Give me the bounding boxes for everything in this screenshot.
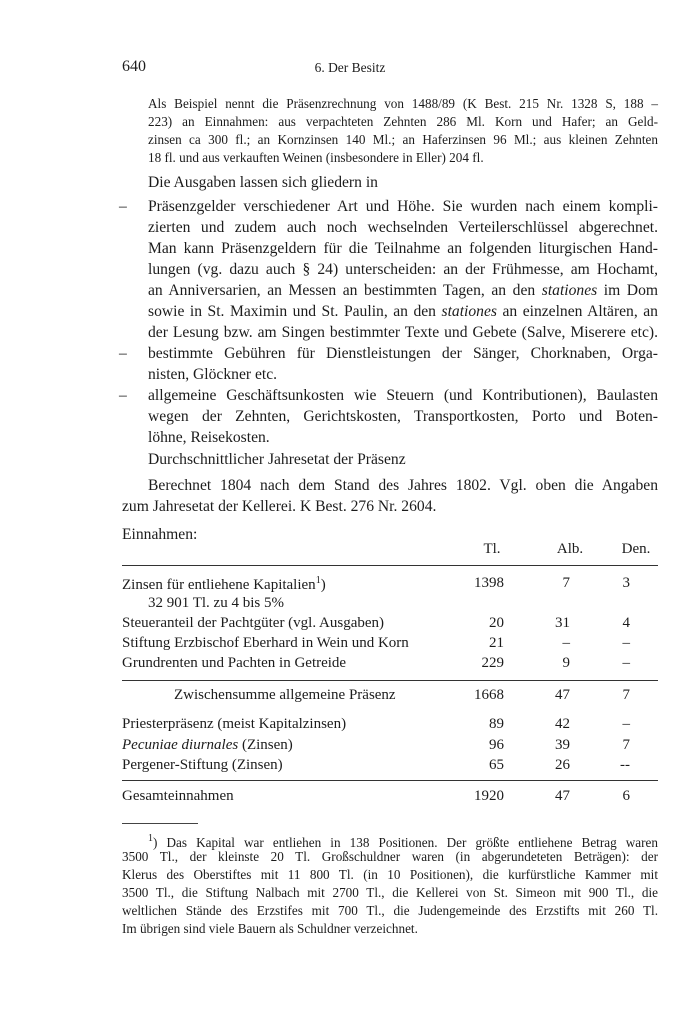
cell-den: – <box>622 635 630 651</box>
cell-tl: 1920 <box>474 788 504 804</box>
bullet-line: wegen der Zehnten, Gerichtskosten, Transportkosten, Porto und Boten- <box>148 408 658 425</box>
footnote-rule <box>122 823 198 824</box>
footnote-line <box>122 830 658 848</box>
footnote-ref: 1 <box>315 575 321 586</box>
footnote-line-text: ) Das Kapital war entliehen in 138 Positionen. Der größte entliehene Betrag waren <box>153 835 658 850</box>
cell-alb: 42 <box>555 716 570 732</box>
bullet-line-text: an einzelnen Altären, an <box>502 303 658 320</box>
table-rule <box>122 565 658 566</box>
bullet-line-text: an Anniversarien, an Messen an bestimmten Tagen, an den <box>148 282 536 299</box>
bullet-line-italic: stationes <box>541 282 598 299</box>
cell-tl: 229 <box>481 655 504 671</box>
bullet-line: lungen (vg. dazu auch § 24) unterscheiden: an der Frühmesse, am Hochamt, <box>148 261 658 278</box>
row-label-text: Zinsen für entliehene Kapitalien <box>122 577 316 593</box>
footnote <box>122 830 658 938</box>
row-label-text: ) <box>320 577 326 593</box>
bullet-line: der Lesung bzw. am Singen bestimmter Texte und Gebete (Salve, Miserere etc). <box>148 324 658 341</box>
bullet-line-italic: stationes <box>441 303 497 320</box>
cell-den: 3 <box>622 575 630 591</box>
bullet-line: löhne, Reisekosten. <box>148 429 270 446</box>
table-rule <box>122 680 658 681</box>
budget-heading: Durchschnittlicher Jahresetat der Präsenz <box>148 451 406 468</box>
footnote-line: weltlichen Stände des Erzstifes mit 700 Tl., die Judengemeinde des Erzstifts mit 260 Tl. <box>122 903 658 918</box>
bullet-line: Man kann Präsenzgeldern für die Teilnahme an folgenden liturgischen Hand- <box>148 240 658 257</box>
intro-line: 18 fl. und aus verkauften Weinen (insbesondere in Eller) 204 fl. <box>148 150 484 165</box>
col-header-alb: Alb. <box>556 541 584 557</box>
bullet-line: nisten, Glöckner etc. <box>148 366 278 383</box>
cell-tl: 65 <box>489 757 504 773</box>
row-label-text: (Zinsen) <box>238 737 293 753</box>
table-row-label: Steueranteil der Pachtgüter (vgl. Ausgaben) <box>122 615 385 631</box>
table-row-label: Priesterpräsenz (meist Kapitalzinsen) <box>122 716 347 732</box>
cell-den: – <box>622 655 630 671</box>
cell-den: 7 <box>622 687 630 703</box>
budget-line: zum Jahresetat der Kellerei. K Best. 276 Nr. 2604. <box>122 498 437 515</box>
intro-line: Als Beispiel nennt die Präsenzrechnung von 1488/89 (K Best. 215 Nr. 1328 S, 188 – <box>148 96 658 111</box>
bullet-item <box>148 385 658 448</box>
cell-alb: 47 <box>555 687 570 703</box>
cell-tl: 1668 <box>474 687 504 703</box>
cell-alb: 47 <box>555 788 570 804</box>
cell-alb: 39 <box>555 737 570 753</box>
cell-alb: 9 <box>562 655 570 671</box>
bullet-line: Präsenzgelder verschiedener Art und Höhe. Sie wurden nach einem kompli- <box>148 198 658 215</box>
bullet-line: allgemeine Geschäftsunkosten wie Steuern (und Kontributionen), Baulasten <box>148 387 658 404</box>
intro-paragraph <box>148 95 658 167</box>
bullet-item <box>148 196 658 343</box>
cell-tl: 89 <box>489 716 504 732</box>
footnote-line: Klerus des Oberstiftes mit 11 800 Tl. (in 10 Positionen), die kurfürstliche Kammer mit <box>122 867 658 882</box>
budget-paragraph <box>122 475 658 517</box>
bullet-dash: – <box>119 345 127 362</box>
footnote-line: 3500 Tl., der kleinste 20 Tl. Großschuldner waren (in abgerundeteten Beträgen): der <box>122 849 658 864</box>
cell-alb: 31 <box>555 615 570 631</box>
intro-line: zinsen ca 300 fl.; an Kornzinsen 140 Ml.; an Haferzinsen 96 Ml.; aus kleinen Zehnten <box>148 132 658 147</box>
cell-alb: – <box>562 635 570 651</box>
table-rule <box>122 780 658 781</box>
cell-tl: 20 <box>489 615 504 631</box>
table-row-label <box>122 575 326 594</box>
cell-alb: 26 <box>555 757 570 773</box>
page-number: 640 <box>122 58 146 75</box>
intro-line: 223) an Einnahmen: aus verpachteten Zehnten 286 Ml. Korn und Hafer; an Geld- <box>148 114 658 129</box>
table-row-label <box>122 737 293 754</box>
cell-tl: 21 <box>489 635 504 651</box>
cell-tl: 96 <box>489 737 504 753</box>
table-row-label: Stiftung Erzbischof Eberhard in Wein und Korn <box>122 635 409 651</box>
table-row-label: Zwischensumme allgemeine Präsenz <box>174 687 396 703</box>
table-title: Einnahmen: <box>122 526 198 543</box>
running-head: 6. Der Besitz <box>314 60 386 75</box>
bullet-line <box>148 280 658 301</box>
footnote-line: Im übrigen sind viele Bauern als Schuldner verzeichnet. <box>122 921 418 936</box>
col-header-den: Den. <box>621 541 651 557</box>
budget-line: Berechnet 1804 nach dem Stand des Jahres 1802. Vgl. oben die Angaben <box>148 477 658 494</box>
footnote-mark: 1 <box>148 833 153 844</box>
cell-tl: 1398 <box>474 575 504 591</box>
bullet-dash: – <box>119 198 127 215</box>
row-label-italic: Pecuniae diurnales <box>122 737 239 753</box>
cell-den: 4 <box>622 615 630 631</box>
cell-alb: 7 <box>562 575 570 591</box>
col-header-tl: Tl. <box>483 541 501 557</box>
bullet-line: zierten und zudem auch noch wechselnden Verteilerschlüssel abgerechnet. <box>148 219 658 236</box>
table-row-label: Gesamteinnahmen <box>122 788 234 804</box>
table-row-label: 32 901 Tl. zu 4 bis 5% <box>148 595 284 611</box>
cell-den: -- <box>620 757 630 773</box>
bullet-line: bestimmte Gebühren für Dienstleistungen der Sänger, Chorknaben, Orga- <box>148 345 658 362</box>
bullet-line-text: im Dom <box>603 282 658 299</box>
expenses-heading: Die Ausgaben lassen sich gliedern in <box>148 174 378 191</box>
cell-den: – <box>622 716 630 732</box>
cell-den: 7 <box>622 737 630 753</box>
table-row-label: Grundrenten und Pachten in Getreide <box>122 655 347 671</box>
cell-den: 6 <box>622 788 630 804</box>
bullet-line-text: sowie in St. Maximin und St. Paulin, an den <box>148 303 436 320</box>
table-row-label: Pergener-Stiftung (Zinsen) <box>122 757 283 773</box>
bullet-dash: – <box>119 387 127 404</box>
bullet-item <box>148 343 658 385</box>
footnote-line: 3500 Tl., die Stiftung Nalbach mit 2700 Tl., die Kellerei von St. Simeon mit 900 Tl., die <box>122 885 658 900</box>
bullet-line <box>148 301 658 322</box>
